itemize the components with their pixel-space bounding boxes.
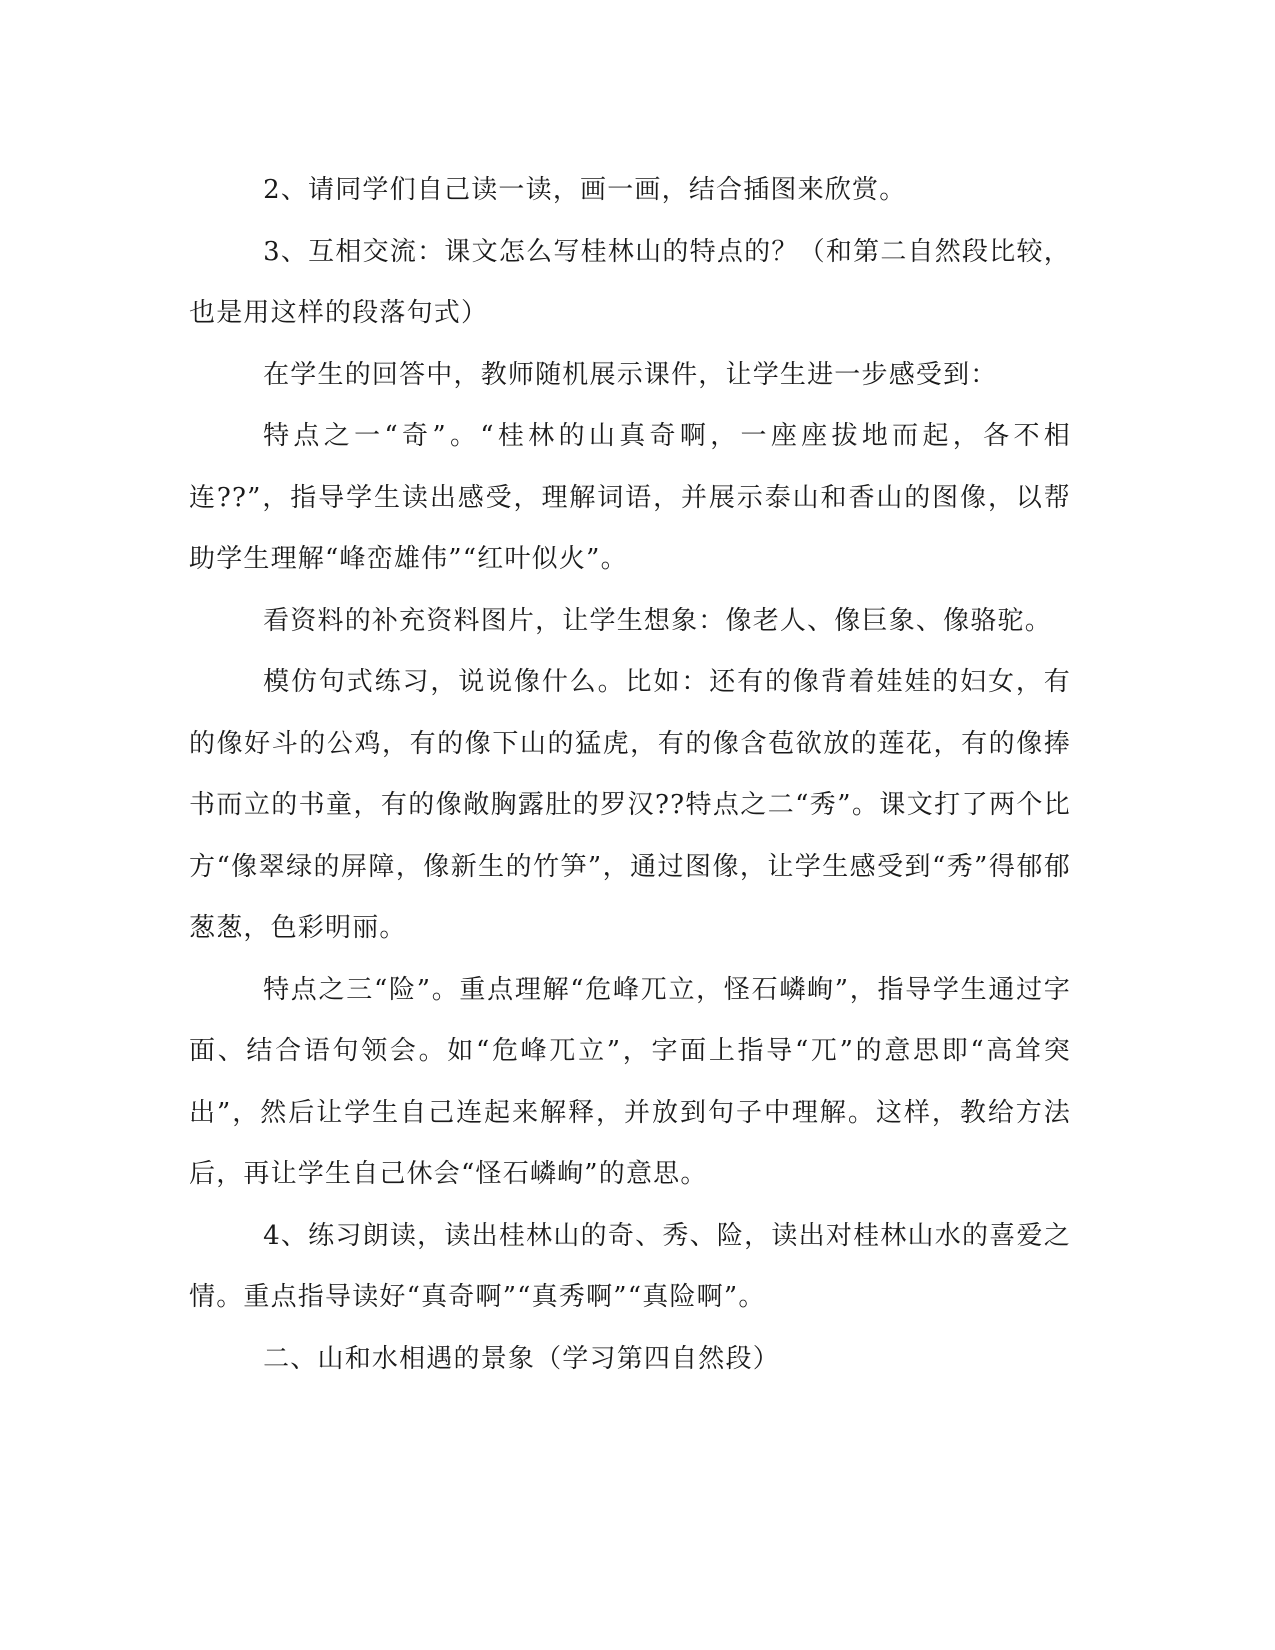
paragraph-step-2: 2、请同学们自己读一读，画一画，结合插图来欣赏。 [263,175,907,205]
paragraph-supplementary-pictures: 看资料的补充资料图片，让学生想象：像老人、像巨象、像骆驼。 [263,605,1052,636]
paragraph-step-4-reading: 4、练习朗读，读出桂林山的奇、秀、险，读出对桂林山水的喜爱之情。重点指导读好“真奇啊”“真秀啊”“真险啊”。 [189,1220,1071,1312]
paragraph-teacher-courseware: 在学生的回答中，教师随机展示课件，让学生进一步感受到： [263,359,998,390]
paragraph-step-3: 3、互相交流：课文怎么写桂林山的特点的？（和第二自然段比较，也是用这样的段落句式） [189,236,1071,328]
paragraph-imitation-xiu: 模仿句式练习，说说像什么。比如：还有的像背着娃娃的妇女，有的像好斗的公鸡，有的像下山的猛虎，有的像含苞欲放的莲花，有的像捧书而立的书童，有的像敞胸露肚的罗汉??特点之二“秀”。课文打了两个比方“像翠绿的屏障，像新生的竹笋”，通过图像，让学生感受到“秀”得郁郁葱葱，色彩明丽。 [189,667,1071,943]
section-heading-mountain-water: 二、山和水相遇的景象（学习第四自然段） [263,1343,780,1374]
document-body [189,160,1071,1390]
paragraph-feature-xian: 特点之三“险”。重点理解“危峰兀立，怪石嶙峋”，指导学生通过字面、结合语句领会。如“危峰兀立”，字面上指导“兀”的意思即“高耸突出”，然后让学生自己连起来解释，并放到句子中理解。这样，教给方法后，再让学生自己休会“怪石嶙峋”的意思。 [189,974,1071,1189]
paragraph-feature-qi: 特点之一“奇”。“桂林的山真奇啊，一座座拔地而起，各不相连??”，指导学生读出感受，理解词语，并展示泰山和香山的图像，以帮助学生理解“峰峦雄伟”“红叶似火”。 [189,421,1071,574]
